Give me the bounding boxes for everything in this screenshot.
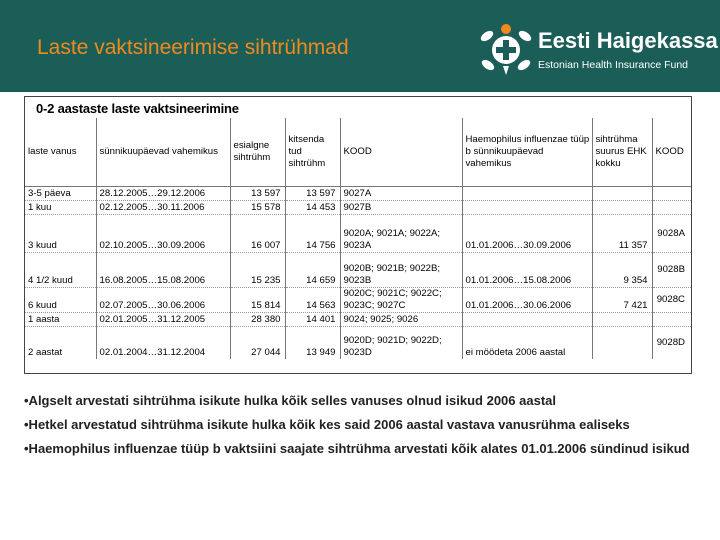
cell-code2: 9028A bbox=[652, 215, 691, 253]
cell-refined: 14 401 bbox=[285, 313, 340, 327]
cell-size bbox=[592, 327, 652, 360]
cell-code2 bbox=[652, 187, 691, 201]
cell-age: 4 1/2 kuud bbox=[25, 253, 96, 288]
slide-header bbox=[0, 0, 720, 92]
cell-birth: 02.12.2005…30.11.2006 bbox=[96, 201, 230, 215]
table-header-row bbox=[25, 118, 691, 187]
cell-initial: 27 044 bbox=[230, 327, 285, 360]
cell-refined: 14 453 bbox=[285, 201, 340, 215]
header-age: laste vanus bbox=[25, 118, 96, 187]
cell-code: 9024; 9025; 9026 bbox=[340, 313, 462, 327]
header-refined: kitsenda tud sihtrühm bbox=[285, 118, 340, 187]
table-row bbox=[25, 313, 691, 327]
vaccination-table-box bbox=[24, 96, 692, 374]
cell-size: 7 421 bbox=[592, 288, 652, 313]
cell-birth: 02.10.2005…30.09.2006 bbox=[96, 215, 230, 253]
cell-size bbox=[592, 313, 652, 327]
cell-code: 9020B; 9021B; 9022B; 9023B bbox=[340, 253, 462, 288]
notes-list bbox=[24, 393, 704, 465]
note-item: •Hetkel arvestatud sihtrühma isikute hulka kõik kes said 2006 aastal vastava vanusrühma ealiseks bbox=[24, 417, 630, 432]
cell-code: 9027A bbox=[340, 187, 462, 201]
cell-code: 9020D; 9021D; 9022D; 9023D bbox=[340, 327, 462, 360]
cell-age: 3 kuud bbox=[25, 215, 96, 253]
cell-hib bbox=[462, 187, 592, 201]
cell-birth: 02.01.2005…31.12.2005 bbox=[96, 313, 230, 327]
cell-birth: 16.08.2005…15.08.2006 bbox=[96, 253, 230, 288]
cell-refined: 13 597 bbox=[285, 187, 340, 201]
cell-code2: 9028B bbox=[652, 253, 691, 288]
cell-hib bbox=[462, 201, 592, 215]
cell-age: 2 aastat bbox=[28, 347, 63, 358]
cell-code2 bbox=[652, 313, 691, 327]
table-row bbox=[25, 187, 691, 201]
cell-birth: 02.01.2004…31.12.2004 bbox=[96, 327, 230, 360]
cell-initial: 15 235 bbox=[230, 253, 285, 288]
cell-refined: 13 949 bbox=[285, 327, 340, 360]
cell-refined: 14 659 bbox=[285, 253, 340, 288]
header-code2: KOOD bbox=[652, 118, 691, 187]
cell-age: 1 aasta bbox=[25, 313, 96, 327]
note-item: •Haemophilus influenzae tüüp b vaktsiini saajate sihtrühma arvestati kõik alates 01.01.2006 sündinud isikud bbox=[24, 441, 690, 456]
brand-logo bbox=[478, 22, 718, 78]
cell-hib bbox=[462, 313, 592, 327]
table-row bbox=[25, 253, 691, 288]
logo-name: Eesti Haigekassa bbox=[538, 28, 718, 53]
cell-initial: 16 007 bbox=[230, 215, 285, 253]
cell-hib: 01.01.2006…30.06.2006 bbox=[462, 288, 592, 313]
header-initial: esialgne sihtrühm bbox=[230, 118, 285, 187]
cell-age: 3-5 päeva bbox=[25, 187, 96, 201]
cell-hib: ei möödeta 2006 aastal bbox=[462, 327, 592, 360]
turtle-cross-logo-icon bbox=[478, 22, 534, 78]
note-item: •Algselt arvestati sihtrühma isikute hulka kõik selles vanuses olnud isikud 2006 aastal bbox=[24, 393, 556, 408]
slide-title: Laste vaktsineerimise sihtrühmad bbox=[37, 36, 349, 59]
cell-age: 1 kuu bbox=[25, 201, 96, 215]
cell-code2: 9028D bbox=[652, 327, 691, 360]
table-row bbox=[25, 215, 691, 253]
header-birth-range: sünnikuupäevad vahemikus bbox=[96, 118, 230, 187]
cell-size: 11 357 bbox=[592, 215, 652, 253]
table-row bbox=[25, 288, 691, 313]
cell-code: 9020C; 9021C; 9022C; 9023C; 9027C bbox=[340, 288, 462, 313]
header-code: KOOD bbox=[340, 118, 462, 187]
logo-subtitle: Estonian Health Insurance Fund bbox=[538, 59, 689, 71]
cell-code: 9020A; 9021A; 9022A; 9023A bbox=[340, 215, 462, 253]
cell-age: 6 kuud bbox=[25, 288, 96, 313]
table-title: 0-2 aastaste laste vaktsineerimine bbox=[36, 101, 239, 116]
cell-size bbox=[592, 187, 652, 201]
cell-initial: 15 814 bbox=[230, 288, 285, 313]
cell-hib: 01.01.2006…30.09.2006 bbox=[462, 215, 592, 253]
cell-size bbox=[592, 201, 652, 215]
cell-code: 9027B bbox=[340, 201, 462, 215]
cell-birth: 28.12.2005…29.12.2006 bbox=[96, 187, 230, 201]
cell-initial: 28 380 bbox=[230, 313, 285, 327]
cell-code2 bbox=[652, 201, 691, 215]
header-group-size: sihtrühma suurus EHK kokku bbox=[592, 118, 652, 187]
table-row bbox=[25, 201, 691, 215]
cell-refined: 14 756 bbox=[285, 215, 340, 253]
cell-hib: 01.01.2006…15.08.2006 bbox=[462, 253, 592, 288]
cell-initial: 13 597 bbox=[230, 187, 285, 201]
cell-initial: 15 578 bbox=[230, 201, 285, 215]
header-hib-range: Haemophilus influenzae tüüp b sünnikuupäevad vahemikus bbox=[462, 118, 592, 187]
cell-refined: 14 563 bbox=[285, 288, 340, 313]
table-row bbox=[25, 327, 691, 360]
cell-size: 9 354 bbox=[592, 253, 652, 288]
cell-birth: 02.07.2005…30.06.2006 bbox=[96, 288, 230, 313]
cell-code2: 9028C bbox=[652, 288, 691, 313]
vaccination-table bbox=[25, 118, 691, 359]
